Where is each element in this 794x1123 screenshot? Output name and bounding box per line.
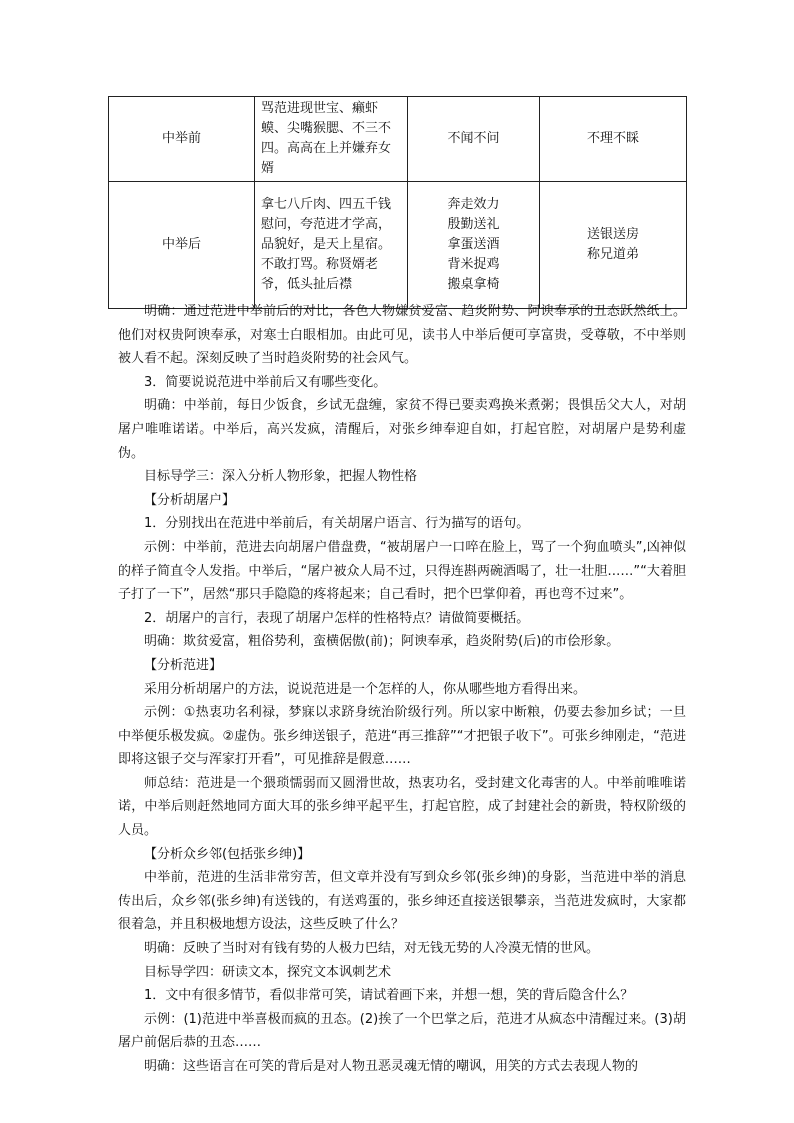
squire-cell [540,97,687,182]
cell-line: 奔走效力 [447,197,500,212]
subsection-heading: 【分析众乡邻(包括张乡绅)】 [144,846,311,862]
squire-cell [540,182,687,309]
paragraph: 明确：中举前，每日少饭食，乡试无盘缠，家贫不得已要卖鸡换米煮粥；畏惧岳父大人，对胡屠户唯唯诺诺。中举后，高兴发疯，清醒后，对张乡绅奉迎自如，打起官腔，对胡屠户是势利虚伪。 [118,398,686,461]
paragraph: 明确：反映了当时对有钱有势的人极力巴结，对无钱无势的人冷漠无情的世风。 [144,941,600,957]
subsection-heading: 【分析胡屠户】 [144,492,236,508]
paragraph: 示例：①热衷功名利禄，梦寐以求跻身统治阶级行列。所以家中断粮，仍要去参加乡试；一旦中举便乐极发疯。②虚伪。张乡绅送银子，范进“再三推辞”“才把银子收下”。可张乡绅刚走，“范进即将这银子交与浑家打开看”，可见推辞是假意…… [118,705,686,768]
cell-line: 称兄道弟 [586,247,639,262]
question: 1．文中有很多情节，看似非常可笑，请试着画下来，并想一想，笑的背后隐含什么？ [144,988,634,1004]
neighbors-cell [408,97,540,182]
comparison-table [108,96,687,309]
cell-line: 搬桌拿椅 [447,277,500,292]
question: 3．简要说说范进中举前后又有哪些变化。 [144,374,387,390]
paragraph: 示例：中举前，范进去向胡屠户借盘费，“被胡屠户一口啐在脸上，骂了一个狗血喷头”,凶神似的样子简直令人发指。中举后，“屠户被众人局不过，只得连斟两碗酒喝了，壮一壮胆……”“大着胆子打了一下”，居然“那只手隐隐的疼将起来；自己看时，把个巴掌仰着，再也弯不过来”。 [118,539,686,603]
paragraph: 中举前，范进的生活非常穷苦，但文章并没有写到众乡邻(张乡绅)的身影，当范进中举的消息传出后，众乡邻(张乡绅)有送钱的，有送鸡蛋的，张乡绅还直接送银攀亲，当范进发疯时，大家都很着急，并且积极地想方设法，这些反映了什么？ [118,870,686,933]
cell-line: 殷勤送礼 [447,217,500,232]
table-row [109,97,687,182]
cell-line: 不理不睬 [586,131,639,146]
paragraph: 明确：这些语言在可笑的背后是对人物丑恶灵魂无情的嘲讽，用笑的方式去表现人物的 [144,1059,639,1074]
paragraph: 明确：通过范进中举前后的对比，各色人物嫌贫爱富、趋炎附势、阿谀奉承的丑态跃然纸上。他们对权贵阿谀奉承，对寒士白眼相加。由此可见，读书人中举后便可享富贵，受尊敬，不中举则被人看不起。深刻反映了当时趋炎附势的社会风气。 [118,304,686,367]
question: 1．分别找出在范进中举前后，有关胡屠户语言、行为描写的语句。 [144,516,530,532]
question: 2．胡屠户的言行，表现了胡屠户怎样的性格特点？请做简要概括。 [144,610,530,626]
paragraph: 采用分析胡屠户的方法，说说范进是一个怎样的人，你从哪些地方看得出来。 [144,681,587,697]
father-in-law-cell: 拿七八斤肉、四五千钱慰问，夸范进才学高，品貌好，是天上星宿。不敢打骂。称贤婿老爷，低头扯后襟 [255,182,408,309]
cell-line: 不闻不问 [447,131,500,146]
section-heading: 目标导学三：深入分析人物形象，把握人物性格 [144,469,418,485]
section-heading: 目标导学四：研读文本，探究文本讽刺艺术 [144,964,392,980]
row-label: 中举后 [109,182,255,309]
subsection-heading: 【分析范进】 [144,657,223,673]
cell-line: 拿蛋送酒 [447,237,500,252]
cell-line: 送银送房 [586,227,639,242]
table-row [109,182,687,309]
cell-line: 背米捉鸡 [447,257,500,272]
row-label: 中举前 [109,97,255,182]
body-text [118,300,686,1079]
paragraph: 明确：欺贫爱富，粗俗势利，蛮横倨傲(前)；阿谀奉承，趋炎附势(后)的市侩形象。 [144,634,620,650]
father-in-law-cell: 骂范进现世宝、癞虾蟆、尖嘴猴腮、不三不四。高高在上并嫌弃女婿 [255,97,408,182]
paragraph: 示例：(1)范进中举喜极而疯的丑态。(2)挨了一个巴掌之后，范进才从疯态中清醒过来。(3)胡屠户前倨后恭的丑态…… [118,1011,686,1051]
paragraph: 师总结：范进是一个猥琐懦弱而又圆滑世故，热衷功名，受封建文化毒害的人。中举前唯唯诺诺，中举后则赶然地同方面大耳的张乡绅平起平生，打起官腔，成了封建社会的新贵，特权阶级的人员。 [118,775,686,839]
neighbors-cell [408,182,540,309]
